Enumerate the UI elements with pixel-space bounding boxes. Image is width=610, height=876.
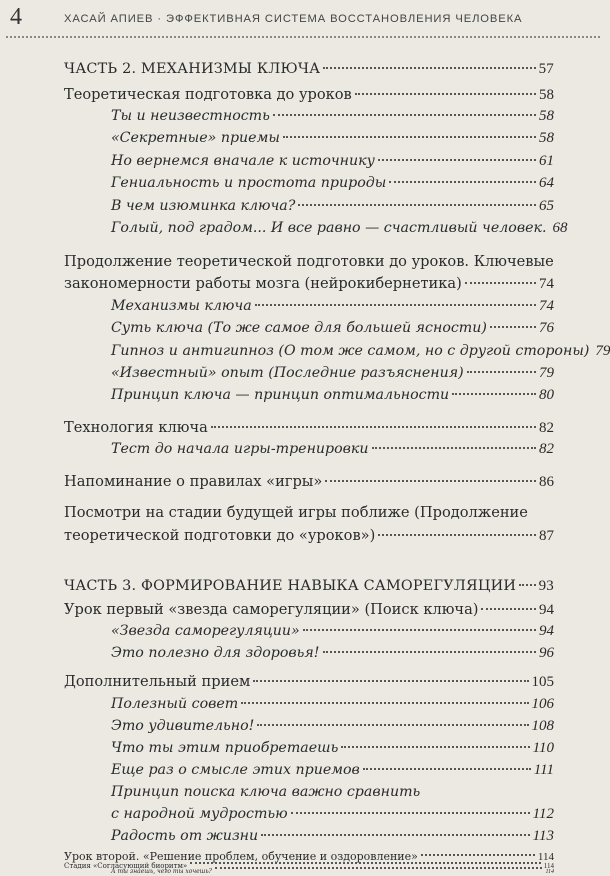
- dot-leader: [261, 834, 529, 836]
- toc-page-number: 93: [538, 578, 554, 594]
- toc-subsection-title: Полезный совет: [111, 696, 239, 712]
- dot-leader: [519, 584, 536, 586]
- toc-subsection[interactable]: [111, 718, 554, 740]
- dot-leader: [190, 862, 541, 864]
- toc-page-number: 65: [539, 198, 554, 214]
- toc-page-number: 114: [545, 869, 554, 875]
- toc-section-title-line[interactable]: Посмотри на стадии будущей игры поближе (Продолжение: [64, 504, 528, 521]
- dot-leader: [323, 651, 536, 653]
- toc-page-number: 114: [537, 851, 554, 863]
- dot-leader: [273, 114, 536, 116]
- toc-section-title: Стадия «Согласующий биоритм»: [64, 862, 188, 870]
- toc-page-number: 79: [539, 365, 554, 381]
- toc-subsection[interactable]: [111, 130, 554, 152]
- dot-leader: [211, 426, 536, 428]
- dot-leader: [490, 326, 536, 328]
- dot-leader: [298, 204, 536, 206]
- toc-page-number: 114: [543, 862, 554, 870]
- toc-section-title: Теоретическая подготовка до уроков: [64, 86, 352, 103]
- toc-subsection[interactable]: [111, 220, 568, 242]
- dot-leader: [341, 746, 529, 748]
- toc-page-number: 74: [539, 298, 554, 314]
- toc-page-number: 105: [531, 674, 554, 690]
- toc-part-2[interactable]: [64, 61, 554, 83]
- toc-subsection[interactable]: [111, 387, 554, 409]
- toc-subsection-title: Но вернемся вначале к источнику: [111, 153, 375, 169]
- toc-subsection-title: Тест до начала игры-тренировки: [111, 441, 369, 457]
- dot-leader: [241, 702, 528, 704]
- dot-leader: [255, 304, 536, 306]
- toc-subsection-title: А ты знаешь, чего ты хочешь?: [111, 868, 212, 875]
- dot-leader: [465, 282, 536, 284]
- toc-page-number: 111: [533, 762, 554, 778]
- toc-subsection-title: Ты и неизвестность: [111, 108, 270, 124]
- dot-leader: [323, 67, 535, 69]
- toc-subsection[interactable]: [111, 828, 554, 850]
- toc-section-title-line[interactable]: Продолжение теоретической подготовки до уроков. Ключевые: [64, 253, 554, 270]
- toc-section[interactable]: [64, 473, 554, 495]
- toc-subsection[interactable]: [111, 740, 554, 762]
- dot-leader: [291, 812, 530, 814]
- toc-subsection[interactable]: [111, 320, 554, 342]
- toc-page-number: 96: [539, 645, 554, 661]
- toc-subsection-title: Что ты этим приобретаешь: [111, 740, 339, 756]
- toc-section[interactable]: [64, 275, 554, 297]
- toc-subsection-title: В чем изюминка ключа?: [111, 198, 296, 214]
- toc-subsection-title: Еще раз о смысле этих приемов: [111, 762, 360, 778]
- toc-page-number: 94: [539, 602, 554, 618]
- toc-subsection-title-line[interactable]: Принцип поиска ключа важно сравнить: [111, 784, 421, 800]
- toc-subsection[interactable]: [111, 868, 554, 875]
- toc-page-number: 57: [538, 61, 554, 77]
- toc-page-number: 58: [539, 108, 554, 124]
- toc-subsection-title: Принцип ключа — принцип оптимальности: [111, 387, 450, 403]
- dot-leader: [253, 680, 528, 682]
- toc-section-title: Напоминание о правилах «игры»: [64, 473, 323, 490]
- toc-section-title: закономерности работы мозга (нейрокибернетика): [64, 275, 462, 292]
- toc-subsection-title: Голый, под градом... И все равно — счастливый человек.: [111, 220, 547, 236]
- toc-subsection[interactable]: [111, 153, 554, 175]
- toc-page-number: 82: [539, 420, 554, 436]
- toc-subsection[interactable]: [111, 696, 554, 718]
- toc-page-number: 82: [539, 441, 554, 457]
- toc-subsection[interactable]: [111, 108, 554, 130]
- toc-subsection[interactable]: [111, 762, 554, 784]
- toc-subsection[interactable]: [111, 623, 554, 645]
- toc-subsection[interactable]: [111, 441, 554, 463]
- toc-section-title: теоретической подготовки до «уроков»): [64, 527, 376, 544]
- toc-part-title: ЧАСТЬ 3. ФОРМИРОВАНИЕ НАВЫКА САМОРЕГУЛЯЦИИ: [64, 578, 517, 594]
- toc-page-number: 113: [532, 828, 554, 844]
- toc-subsection[interactable]: [111, 175, 554, 197]
- toc-subsection-title: с народной мудростью: [111, 806, 288, 822]
- toc-page-number: 108: [531, 718, 554, 734]
- toc-section[interactable]: [64, 86, 554, 108]
- toc-part-3[interactable]: [64, 578, 554, 600]
- toc-subsection[interactable]: [111, 806, 554, 828]
- toc-page-number: 110: [532, 740, 554, 756]
- toc-page-number: 76: [539, 320, 554, 336]
- toc-subsection-title: «Известный» опыт (Последние разъяснения): [111, 365, 464, 381]
- toc-page-number: 80: [539, 387, 554, 403]
- toc-page-number: 64: [539, 175, 554, 191]
- toc-subsection-title: Это полезно для здоровья!: [111, 645, 320, 661]
- toc-subsection-title: Гениальность и простота природы: [111, 175, 387, 191]
- toc-page-number: 94: [539, 623, 554, 639]
- toc-page-number: 112: [532, 806, 554, 822]
- toc-page-number: 106: [531, 696, 554, 712]
- toc-section[interactable]: [64, 601, 554, 623]
- toc-subsection-title: Это удивительно!: [111, 718, 255, 734]
- toc-subsection-title: «Секретные» приемы: [111, 130, 280, 146]
- dot-leader: [378, 534, 536, 536]
- toc-part-title: ЧАСТЬ 2. МЕХАНИЗМЫ КЛЮЧА: [64, 61, 321, 77]
- dot-leader: [303, 629, 536, 631]
- dot-leader: [283, 136, 536, 138]
- toc-page-number: 74: [539, 276, 554, 292]
- toc-page-number: 86: [539, 474, 554, 490]
- page-number: 4: [10, 4, 22, 30]
- toc-subsection[interactable]: [111, 298, 554, 320]
- dot-leader: [215, 867, 543, 869]
- dot-leader: [355, 93, 536, 95]
- toc-subsection-title: Радость от жизни: [111, 828, 259, 844]
- dot-leader: [421, 854, 535, 856]
- toc-page-number: 79: [595, 343, 610, 359]
- toc-subsection-title: Механизмы ключа: [111, 298, 252, 314]
- dot-leader: [467, 371, 536, 373]
- toc-page-number: 58: [539, 130, 554, 146]
- toc-subsection-title: «Звезда саморегуляции»: [111, 623, 300, 639]
- toc-section-title: Дополнительный прием: [64, 673, 251, 690]
- toc-subsection[interactable]: [111, 365, 554, 387]
- dot-leader: [257, 724, 528, 726]
- dot-leader: [378, 159, 536, 161]
- toc-page-number: 68: [552, 220, 568, 236]
- toc-subsection[interactable]: [111, 645, 554, 667]
- toc-page-number: 61: [539, 153, 554, 169]
- toc-section-title: Урок первый «звезда саморегуляции» (Поиск ключа): [64, 601, 479, 618]
- toc-section-title: Урок второй. «Решение проблем, обучение и оздоровление»: [64, 850, 418, 863]
- toc-section[interactable]: [64, 419, 554, 441]
- toc-section[interactable]: [64, 673, 554, 695]
- dot-leader: [481, 608, 536, 610]
- toc-subsection-title: Гипноз и антигипноз (О том же самом, но с другой стороны): [111, 343, 590, 359]
- toc-section[interactable]: [64, 527, 554, 549]
- toc-subsection[interactable]: [111, 198, 554, 220]
- toc-subsection-title: Суть ключа (То же самое для большей ясности): [111, 320, 487, 336]
- dot-leader: [325, 480, 536, 482]
- dot-leader: [363, 768, 531, 770]
- dot-leader: [372, 447, 536, 449]
- toc-page-number: 58: [539, 87, 554, 103]
- running-head: ХАСАЙ АПИЕВ · ЭФФЕКТИВНАЯ СИСТЕМА ВОССТАНОВЛЕНИЯ ЧЕЛОВЕКА: [64, 13, 523, 25]
- toc-section-title: Технология ключа: [64, 419, 208, 436]
- dot-leader: [452, 393, 536, 395]
- dot-leader: [389, 181, 536, 183]
- toc-subsection[interactable]: [111, 343, 610, 365]
- toc-page-number: 87: [539, 528, 554, 544]
